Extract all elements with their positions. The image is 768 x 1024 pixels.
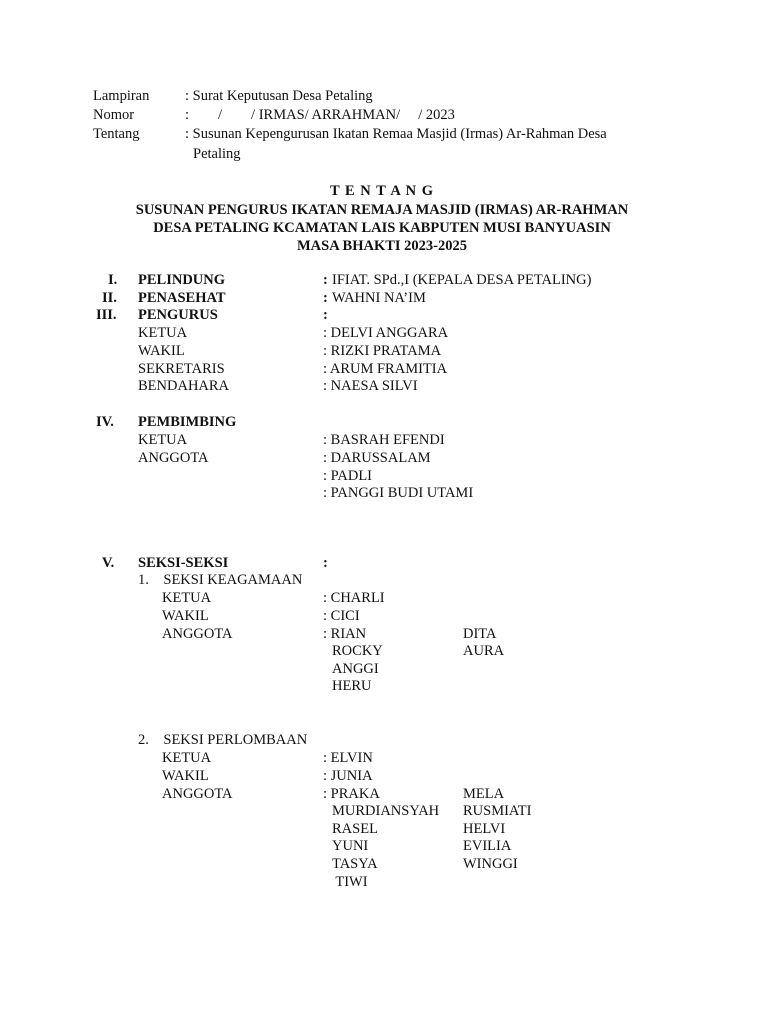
keagamaan-value-ketua: : CHARLI [323, 590, 385, 606]
pembimbing-anggota-2: : PADLI [323, 468, 373, 484]
keagamaan-value-wakil: : CICI [323, 608, 360, 624]
section-ii-number: II. [102, 290, 117, 306]
section-iv-number: IV. [96, 414, 114, 430]
nomor-label: Nomor [93, 107, 135, 123]
seksi-perlombaan-title: 2. SEKSI PERLOMBAAN [138, 732, 308, 748]
perlombaan-anggota-6: TIWI [332, 874, 368, 890]
pembimbing-value-ketua: : BASRAH EFENDI [323, 432, 445, 448]
keagamaan-anggota-4: HERU [332, 678, 372, 694]
pembimbing-role-ketua: KETUA [138, 432, 188, 448]
section-ii-value: WAHNI NA’IM [332, 290, 426, 306]
title-line3: DESA PETALING KCAMATAN LAIS KABPUTEN MUSI BANYUASIN [153, 220, 611, 236]
section-i-label: PELINDUNG [138, 272, 226, 288]
pengurus-value-bendahara: : NAESA SILVI [323, 378, 418, 394]
section-i-colon: : [323, 272, 328, 288]
section-v-colon: : [323, 555, 328, 571]
pengurus-role-sekretaris: SEKRETARIS [138, 361, 225, 377]
pengurus-role-wakil: WAKIL [138, 343, 185, 359]
title-line2: SUSUNAN PENGURUS IKATAN REMAJA MASJID (IRMAS) AR-RAHMAN [135, 202, 629, 218]
keagamaan-anggota-1: : RIAN [323, 626, 367, 642]
keagamaan-anggota-6: AURA [463, 643, 505, 659]
section-v-label: SEKSI-SEKSI [138, 555, 229, 571]
perlombaan-role-wakil: WAKIL [162, 768, 209, 784]
pengurus-value-sekretaris: : ARUM FRAMITIA [323, 361, 448, 377]
perlombaan-anggota-2: MURDIANSYAH [332, 803, 440, 819]
section-ii-colon: : [323, 290, 328, 306]
lampiran-value: : Surat Keputusan Desa Petaling [185, 88, 373, 104]
perlombaan-value-wakil: : JUNIA [323, 768, 373, 784]
pengurus-value-wakil: : RIZKI PRATAMA [323, 343, 442, 359]
perlombaan-anggota-1: : PRAKA [323, 786, 380, 802]
pengurus-value-ketua: : DELVI ANGGARA [323, 325, 449, 341]
section-iii-label: PENGURUS [138, 307, 218, 323]
perlombaan-anggota-8: RUSMIATI [463, 803, 532, 819]
section-iii-number: III. [96, 307, 117, 323]
keagamaan-anggota-3: ANGGI [332, 661, 379, 677]
pembimbing-role-anggota: ANGGOTA [138, 450, 209, 466]
perlombaan-anggota-4: YUNI [332, 838, 369, 854]
section-i-number: I. [108, 272, 118, 288]
keagamaan-role-wakil: WAKIL [162, 608, 209, 624]
lampiran-label: Lampiran [93, 88, 150, 104]
tentang-value-line2: Petaling [193, 146, 241, 162]
pengurus-role-bendahara: BENDAHARA [138, 378, 230, 394]
section-ii-label: PENASEHAT [138, 290, 226, 306]
perlombaan-anggota-10: EVILIA [463, 838, 512, 854]
perlombaan-anggota-5: TASYA [332, 856, 378, 872]
tentang-value-line1: : Susunan Kepengurusan Ikatan Remaa Masjid (Irmas) Ar-Rahman Desa [185, 126, 607, 142]
perlombaan-anggota-11: WINGGI [463, 856, 518, 872]
perlombaan-anggota-7: MELA [463, 786, 505, 802]
section-i-value: IFIAT. SPd.,I (KEPALA DESA PETALING) [332, 272, 592, 288]
keagamaan-anggota-5: DITA [463, 626, 497, 642]
perlombaan-value-ketua: : ELVIN [323, 750, 373, 766]
title-tentang: T E N T A N G [329, 183, 435, 199]
pembimbing-anggota-1: : DARUSSALAM [323, 450, 431, 466]
tentang-label: Tentang [93, 126, 140, 142]
keagamaan-role-ketua: KETUA [162, 590, 212, 606]
keagamaan-role-anggota: ANGGOTA [162, 626, 233, 642]
nomor-value: : / / IRMAS/ ARRAHMAN/ / 2023 [185, 107, 455, 123]
section-iv-label: PEMBIMBING [138, 414, 237, 430]
pembimbing-anggota-3: : PANGGI BUDI UTAMI [323, 485, 474, 501]
pengurus-role-ketua: KETUA [138, 325, 188, 341]
perlombaan-anggota-3: RASEL [332, 821, 378, 837]
seksi-keagamaan-title: 1. SEKSI KEAGAMAAN [138, 572, 303, 588]
title-line4: MASA BHAKTI 2023-2025 [297, 238, 467, 254]
section-v-number: V. [102, 555, 115, 571]
perlombaan-role-anggota: ANGGOTA [162, 786, 233, 802]
perlombaan-role-ketua: KETUA [162, 750, 212, 766]
perlombaan-anggota-9: HELVI [463, 821, 506, 837]
section-iii-colon: : [323, 307, 328, 323]
keagamaan-anggota-2: ROCKY [332, 643, 383, 659]
